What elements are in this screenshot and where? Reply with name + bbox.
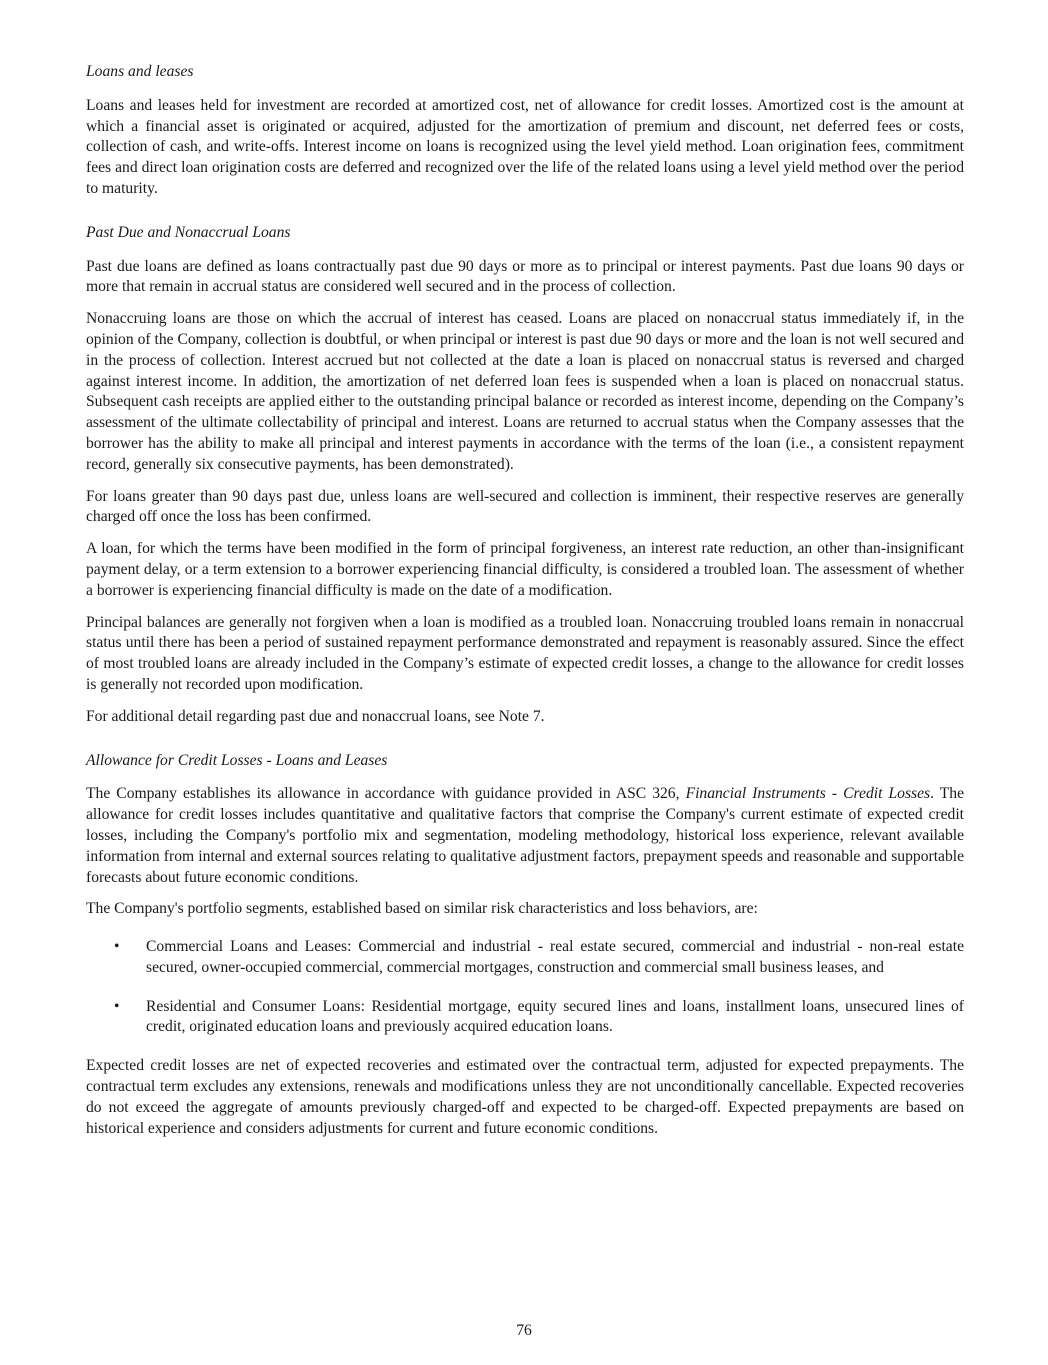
paragraph-loans: Loans and leases held for investment are recorded at amortized cost, net of allowance for credit losses. Amortized cost is the amount at which a financial asset is originated or acquired, adjusted for the amortization of premium and discount, net deferred fees or costs, collection of cash, and write-offs. Interest income on loans is recognized using the level yield method. Loan origination fees, commitment fees and direct loan origination costs are deferred and recognized over the life of the related loans using a level yield method over the period to maturity. — [86, 96, 964, 197]
paragraph-past-due-3: For loans greater than 90 days past due, unless loans are well-secured and collection is imminent, their respective reserves are generally charged off once the loss has been confirmed. — [86, 487, 964, 526]
list-item-text: Commercial Loans and Leases: Commercial and industrial - real estate secured, commercial and industrial - non-real estate secured, owner-occupied commercial, commercial mortgages, construction and commercial small business leases, and — [146, 938, 964, 976]
document-page — [86, 62, 964, 1150]
allowance-text-a: The Company establishes its allowance in accordance with guidance provided in ASC 326, — [86, 785, 686, 803]
bullet-icon: • — [114, 997, 120, 1015]
list-item-text: Residential and Consumer Loans: Residential mortgage, equity secured lines and loans, installment loans, unsecured lines of credit, originated education loans and previously acquired education loans. — [146, 997, 964, 1036]
allowance-text-italic: Financial Instruments - Credit Losses — [685, 785, 931, 803]
page-number: 76 — [516, 1322, 532, 1339]
list-item — [86, 937, 964, 979]
paragraph-past-due-1: Past due loans are defined as loans contractually past due 90 days or more as to principal or interest payments. Past due loans 90 days or more that remain in accrual status are considered well secured and in the process of collection. — [86, 257, 964, 296]
paragraph-allowance-1 — [86, 784, 964, 888]
paragraph-allowance-2: The Company's portfolio segments, established based on similar risk characteristics and loss behaviors, are: — [86, 900, 758, 918]
portfolio-segment-list — [86, 937, 964, 1038]
paragraph-allowance-3: Expected credit losses are net of expected recoveries and estimated over the contractual term, adjusted for expected prepayments. The contractual term excludes any extensions, renewals and modifications unless they are not unconditionally cancellable. Expected recoveries do not exceed the aggregate of amounts previously charged-off and expected to be charged-off. Expected prepayments are based on historical experience and considers adjustments for current and future economic conditions. — [86, 1057, 964, 1137]
section-heading-past-due: Past Due and Nonaccrual Loans — [86, 223, 291, 241]
allowance-text-b: . The allowance for credit losses includes quantitative and qualitative factors that comprise the Company's current estimate of expected credit losses, including the Company's portfolio mix and segmentation, modeling methodology, historical loss experience, relevant available information from internal and external sources relating to qualitative adjustment factors, prepayment speeds and reasonable and supportable forecasts about future economic conditions. — [86, 785, 964, 886]
paragraph-past-due-6: For additional detail regarding past due and nonaccrual loans, see Note 7. — [86, 707, 545, 725]
paragraph-past-due-2: Nonaccruing loans are those on which the accrual of interest has ceased. Loans are placed on nonaccrual status immediately if, in the opinion of the Company, collection is doubtful, or when principal or interest is past due 90 days or more and the loan is not well secured and in the process of collection. Interest accrued but not collected at the date a loan is placed on nonaccrual status is reversed and charged against interest income. In addition, the amortization of net deferred loan fees is suspended when a loan is placed on nonaccrual status. Subsequent cash receipts are applied either to the outstanding principal balance or recorded as interest income, depending on the Company’s assessment of the ultimate collectability of principal and interest. Loans are returned to accrual status when the Company assesses that the borrower has the ability to make all principal and interest payments in accordance with the terms of the loan (i.e., a consistent repayment record, generally six consecutive payments, has been demonstrated). — [86, 310, 964, 473]
section-heading-loans: Loans and leases — [86, 63, 194, 80]
bullet-icon: • — [114, 938, 120, 956]
paragraph-past-due-4: A loan, for which the terms have been modified in the form of principal forgiveness, an interest rate reduction, an other than-insignificant payment delay, or a term extension to a borrower experiencing financial difficulty, is considered a troubled loan. The assessment of whether a borrower is experiencing financial difficulty is made on the date of a modification. — [86, 540, 964, 599]
paragraph-past-due-5: Principal balances are generally not forgiven when a loan is modified as a troubled loan. Nonaccruing troubled loans remain in nonaccrual status until there has been a period of sustained repayment performance demonstrated and repayment is reasonably assured. Since the effect of most troubled loans are already included in the Company’s estimate of expected credit losses, a change to the allowance for credit losses is generally not recorded upon modification. — [86, 613, 964, 693]
list-item — [86, 997, 964, 1039]
section-heading-allowance: Allowance for Credit Losses - Loans and Leases — [86, 751, 388, 769]
